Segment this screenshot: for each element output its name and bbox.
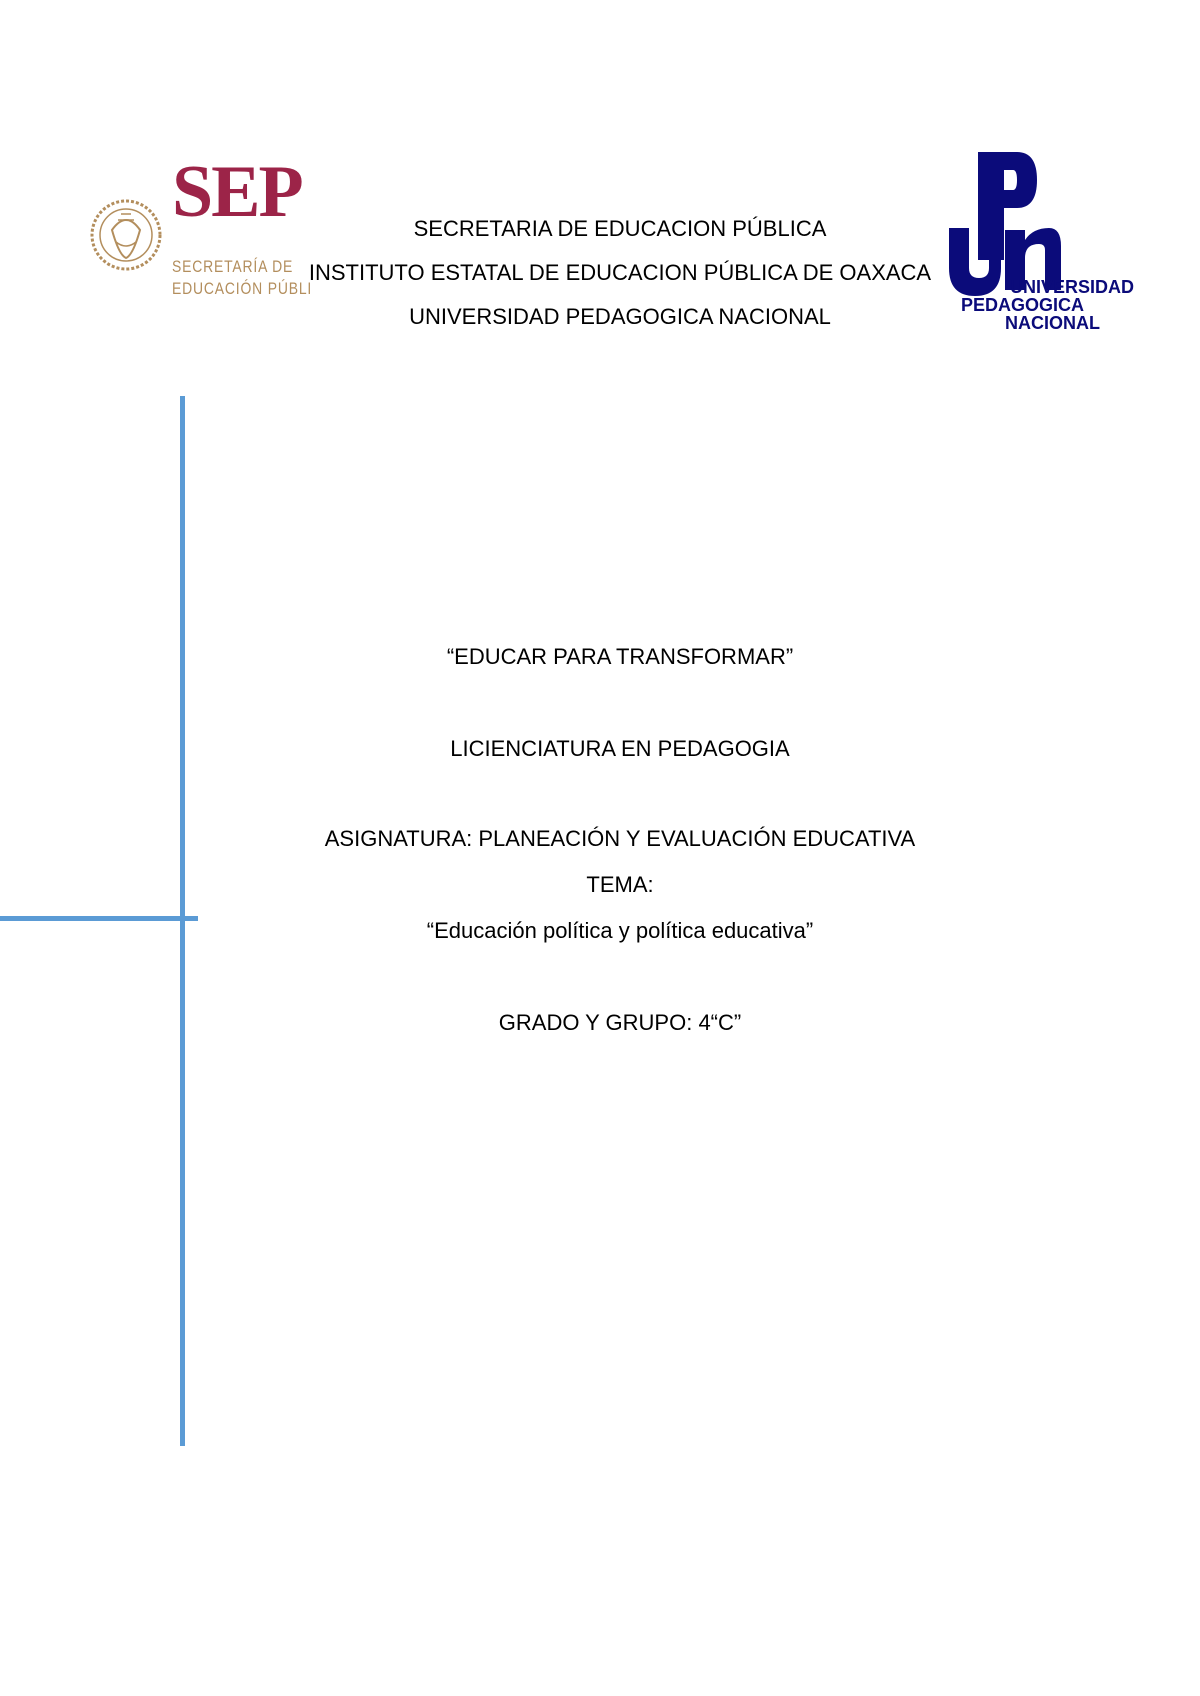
vertical-accent-rule [180, 396, 185, 1446]
topic-title: “Educación política y política educativa” [426, 918, 814, 943]
upn-logo [945, 150, 1140, 340]
degree-program: LICIENCIATURA EN PEDAGOGIA [450, 736, 790, 761]
upn-logo-line1: UNIVERSIDAD [1010, 277, 1135, 297]
sep-logo-line2: EDUCACIÓN PÚBLI [172, 279, 313, 298]
subject-line: ASIGNATURA: PLANEACIÓN Y EVALUACIÓN EDUCATIVA [324, 826, 916, 851]
upn-logo-line2: PEDAGOGICA [961, 295, 1085, 315]
horizontal-accent-rule [0, 916, 198, 921]
sep-logo [88, 151, 313, 310]
motto: “EDUCAR PARA TRANSFORMAR” [446, 644, 794, 669]
institution-header [300, 214, 940, 332]
sep-wordmark: SEP [172, 151, 302, 233]
header-instituto: INSTITUTO ESTATAL DE EDUCACION PÚBLICA DE OAXACA [308, 260, 932, 285]
sep-logo-line1: SECRETARÍA DE [172, 257, 294, 276]
header-universidad: UNIVERSIDAD PEDAGOGICA NACIONAL [409, 304, 831, 329]
header-secretaria: SECRETARIA DE EDUCACION PÚBLICA [413, 216, 827, 241]
topic-label: TEMA: [586, 872, 654, 897]
upn-logo-line3: NACIONAL [1005, 313, 1100, 333]
grade-group: GRADO Y GRUPO: 4“C” [498, 1010, 742, 1035]
